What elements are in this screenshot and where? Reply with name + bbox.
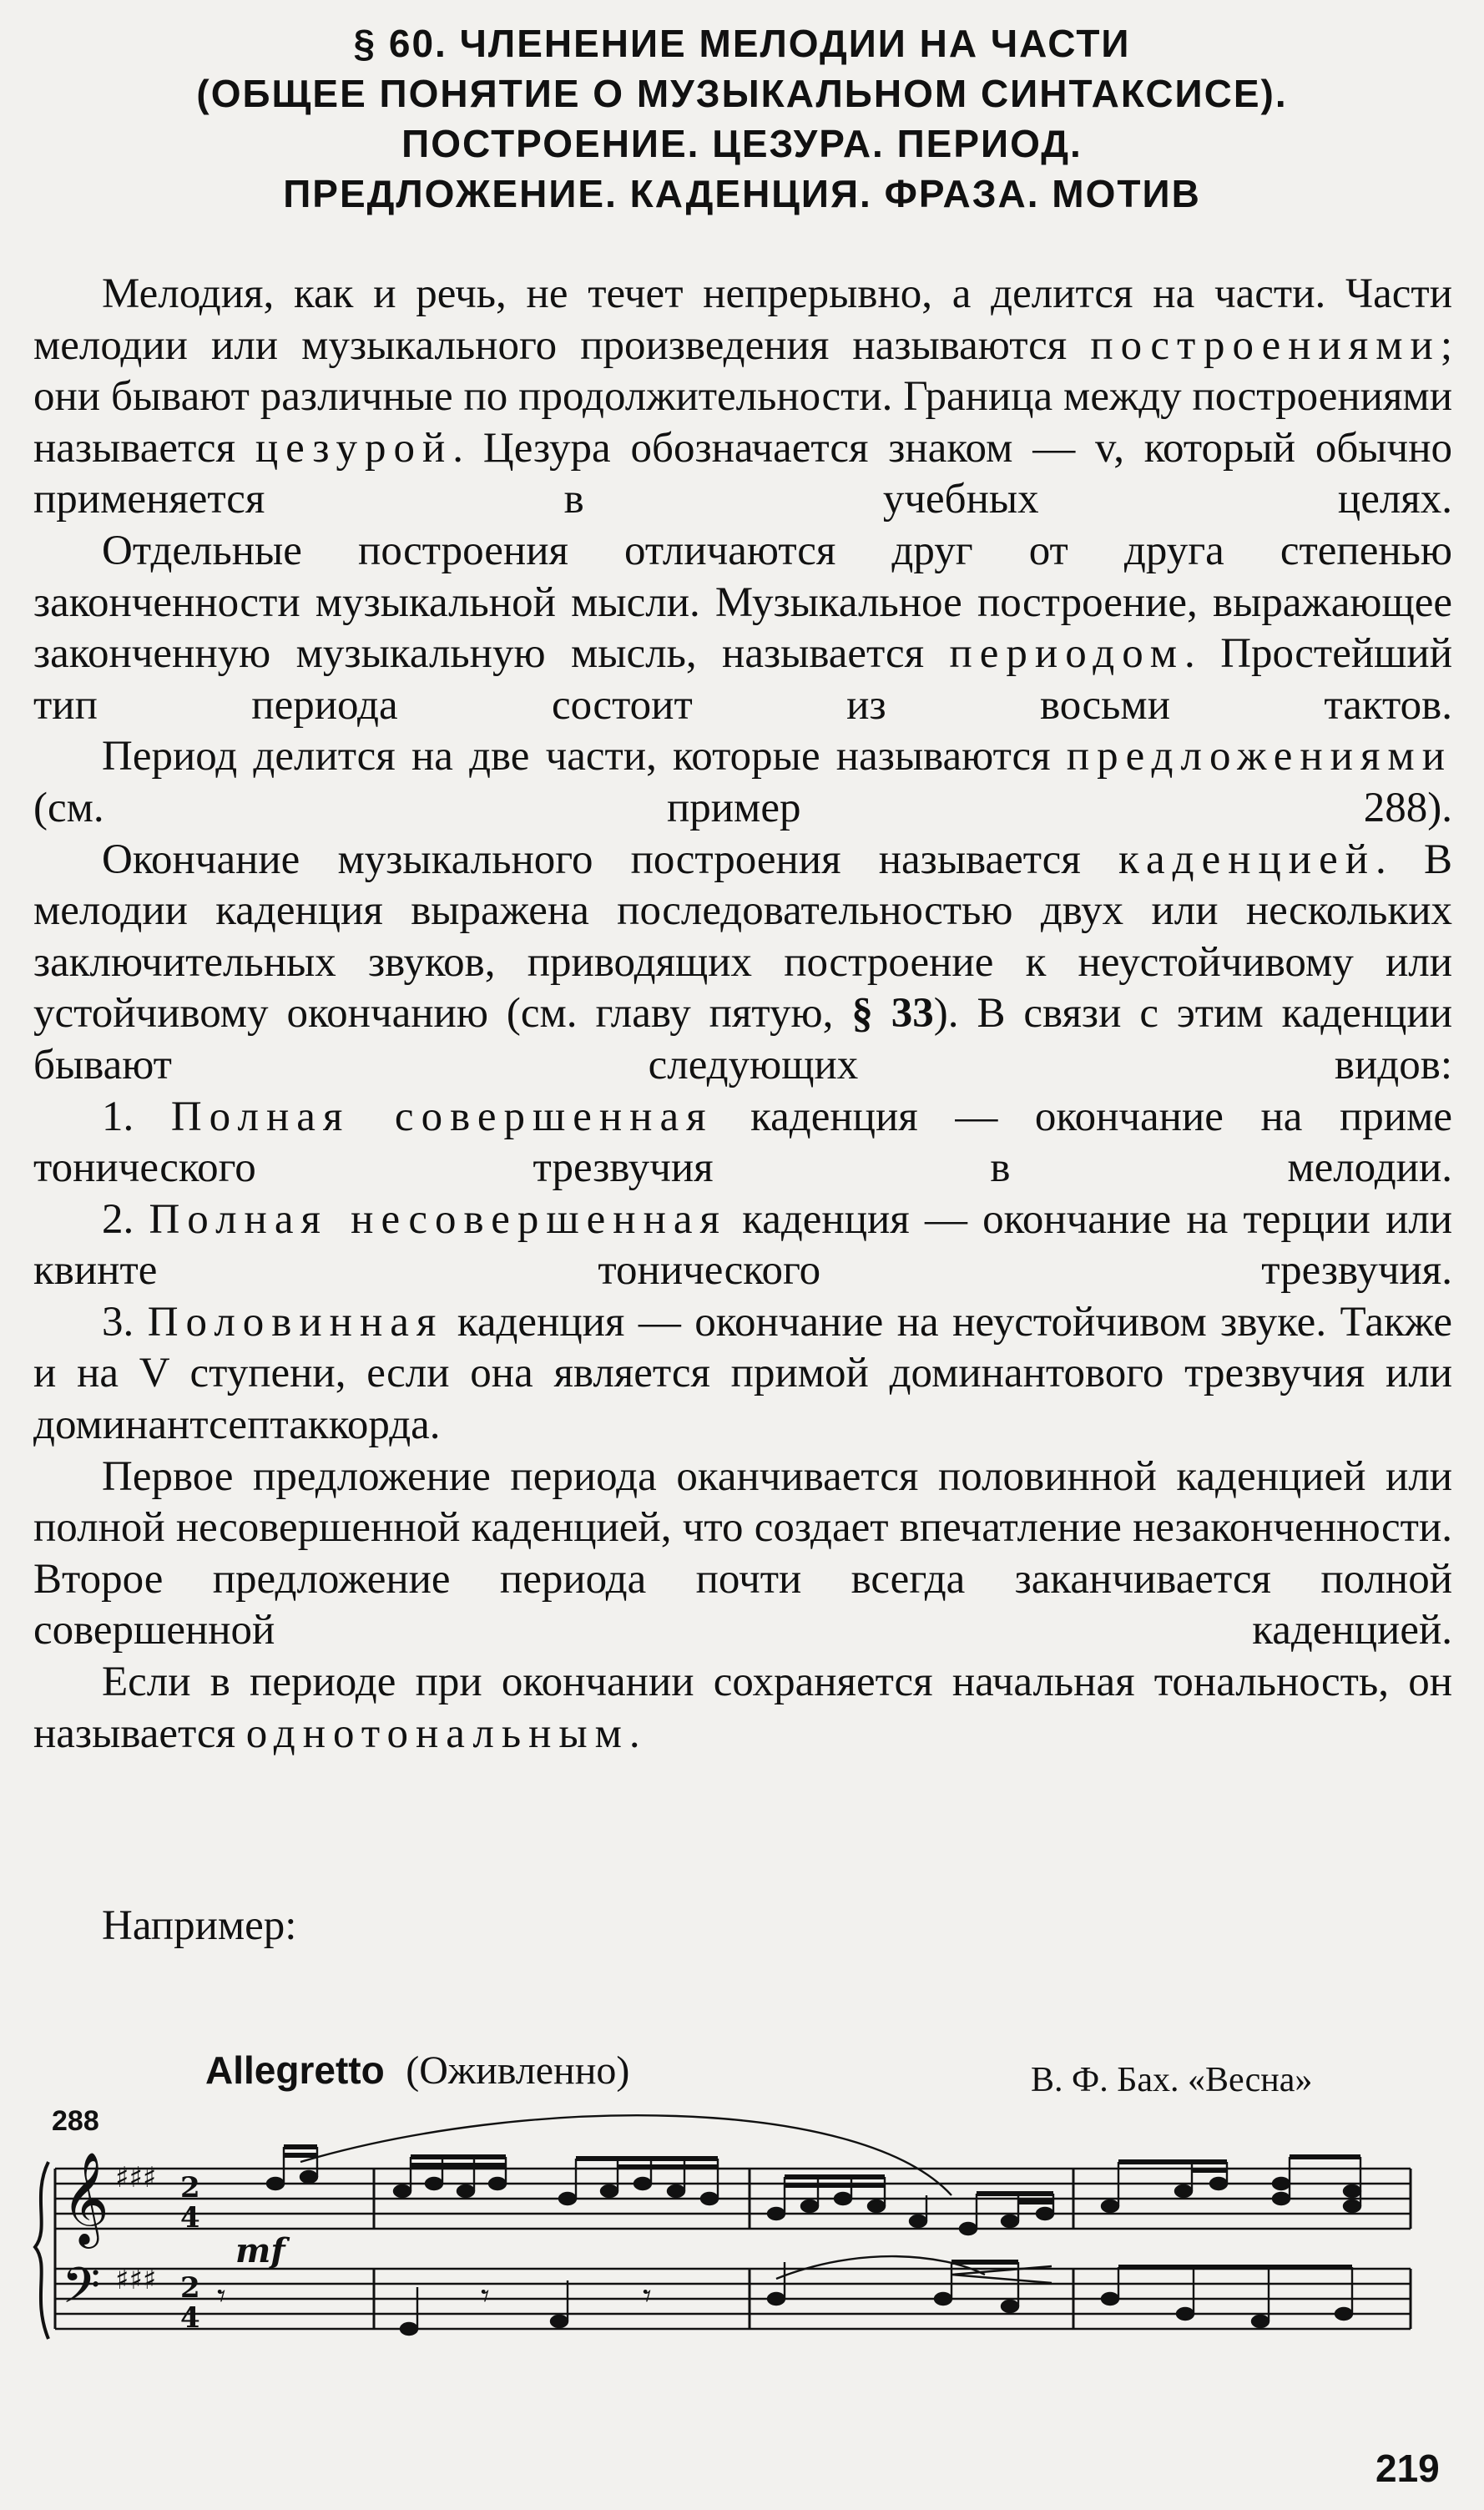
section-reference: § 33 <box>851 990 934 1038</box>
brace <box>35 2162 48 2339</box>
list-number: 3. <box>102 1298 148 1346</box>
heading-line-4: ПРЕДЛОЖЕНИЕ. КАДЕНЦИЯ. ФРАЗА. МОТИВ <box>283 172 1201 215</box>
key-signature-treble: ♯♯♯ <box>115 2161 157 2194</box>
svg-text:𝄾: 𝄾 <box>217 2277 226 2316</box>
term-full-imperfect: Полная несовершенная <box>149 1195 727 1243</box>
term-full-perfect: Полная совершенная <box>170 1093 714 1140</box>
paragraph-melody-parts <box>33 269 1452 526</box>
svg-text:𝄾: 𝄾 <box>643 2277 652 2316</box>
bass-staff <box>55 2269 1411 2329</box>
list-item-imperfect-authentic <box>33 1194 1452 1297</box>
term-odnotonalny: однотональным <box>245 1710 629 1757</box>
time-sig-bottom-treble: 4 <box>180 2201 200 2235</box>
text-run: каденция — окончание на терции или квинте тонического трезвучия. <box>33 1195 1453 1295</box>
text-run: . <box>628 1710 640 1757</box>
composer-attribution: В. Ф. Бах. «Весна» <box>1031 2061 1313 2099</box>
heading-line-2: (ОБЩЕЕ ПОНЯТИЕ О МУЗЫКАЛЬНОМ СИНТАКСИСЕ). <box>196 72 1288 115</box>
treble-notes <box>267 2147 1360 2235</box>
tempo-term: Allegretto <box>205 2048 385 2092</box>
paragraph-first-sentence <box>33 1452 1452 1657</box>
heading-line-3: ПОСТРОЕНИЕ. ЦЕЗУРА. ПЕРИОД. <box>401 122 1083 165</box>
svg-text:𝄾: 𝄾 <box>481 2277 490 2316</box>
text-run: (см. пример 288). <box>33 784 1452 831</box>
bass-clef-icon: 𝄢 <box>62 2256 101 2326</box>
paragraph-cadence <box>33 835 1452 1092</box>
paragraph-tonality <box>33 1657 1452 1760</box>
example-intro: Например: <box>102 1902 297 1949</box>
text-run: Отдельные построения отличаются друг от друга степенью законченности музыкальной мысли. Музыкальное построение, выражающее законченную музыкальную мысль, называется <box>33 527 1452 678</box>
text-run: . Простейший тип периода состоит из восьми тактов. <box>33 630 1453 729</box>
list-number: 1. <box>102 1093 171 1140</box>
list-item-half-cadence <box>33 1297 1452 1452</box>
text-run: ; они бывают различные по продолжительности. Граница между построениями называется <box>33 321 1452 472</box>
section-heading <box>0 18 1484 219</box>
tempo-marking <box>205 2048 629 2093</box>
term-kadencia: каденцией <box>1118 836 1376 883</box>
text-run: ). В связи с этим каденции бывают следующих видов: <box>33 990 1452 1088</box>
text-run: Первое предложение периода оканчивается половинной каденцией или полной несовершенной каденцией, что создает впечатление незаконченности. Второе предложение периода почти всегда заканчивается полной совершенной каденцией. <box>33 1452 1452 1654</box>
text-run: Мелодия, как и речь, не течет непрерывно, а делится на части. Части мелодии или музыкального произведения называются <box>33 270 1452 369</box>
key-signature-bass: ♯♯♯ <box>115 2263 157 2296</box>
text-run: . В мелодии каденция выражена последовательностью двух или нескольких заключительных звуков, приводящих построение к неустойчивому или устойчивому окончанию (см. главу пятую, <box>33 836 1452 1038</box>
term-cezura: цезурой <box>255 424 453 472</box>
example-number: 288 <box>52 2105 99 2137</box>
text-run: . Цезура обозначается знаком — v, который обычно применяется в учебных целях. <box>33 424 1452 523</box>
treble-clef-icon: 𝄞 <box>62 2151 109 2245</box>
text-run: каденция — окончание на приме тонического трезвучия в мелодии. <box>33 1093 1453 1192</box>
term-postroenie: построениями <box>1090 321 1441 369</box>
text-run: Период делится на две части, которые называются <box>102 733 1067 780</box>
tempo-translation: (Оживленно) <box>406 2048 630 2093</box>
treble-staff <box>55 2169 1411 2229</box>
paragraph-sentences <box>33 731 1452 834</box>
text-run: Окончание музыкального построения называется <box>102 836 1118 883</box>
text-run: Если в периоде при окончании сохраняется начальная тональность, он называется <box>33 1659 1452 1757</box>
term-period: периодом <box>949 630 1185 678</box>
music-score <box>25 2103 1444 2387</box>
time-sig-bottom-bass: 4 <box>180 2301 200 2335</box>
term-predlozhenie: предложениями <box>1066 733 1452 780</box>
list-number: 2. <box>102 1195 149 1243</box>
term-half: Половинная <box>147 1298 444 1346</box>
time-sig-top-treble: 2 <box>180 2171 200 2204</box>
text-run: каденция — окончание на неустойчивом звуке. Также и на V ступени, если она является примой доминантового трезвучия или доминантсептаккорда. <box>33 1298 1453 1449</box>
heading-line-1: § 60. ЧЛЕНЕНИЕ МЕЛОДИИ НА ЧАСТИ <box>353 22 1131 65</box>
page-number: 219 <box>1375 2447 1440 2490</box>
time-sig-top-bass: 2 <box>180 2271 200 2305</box>
dynamic-marking: mf <box>235 2231 285 2270</box>
paragraph-period <box>33 526 1452 731</box>
body-text <box>33 269 1452 1760</box>
list-item-perfect-authentic <box>33 1092 1452 1194</box>
